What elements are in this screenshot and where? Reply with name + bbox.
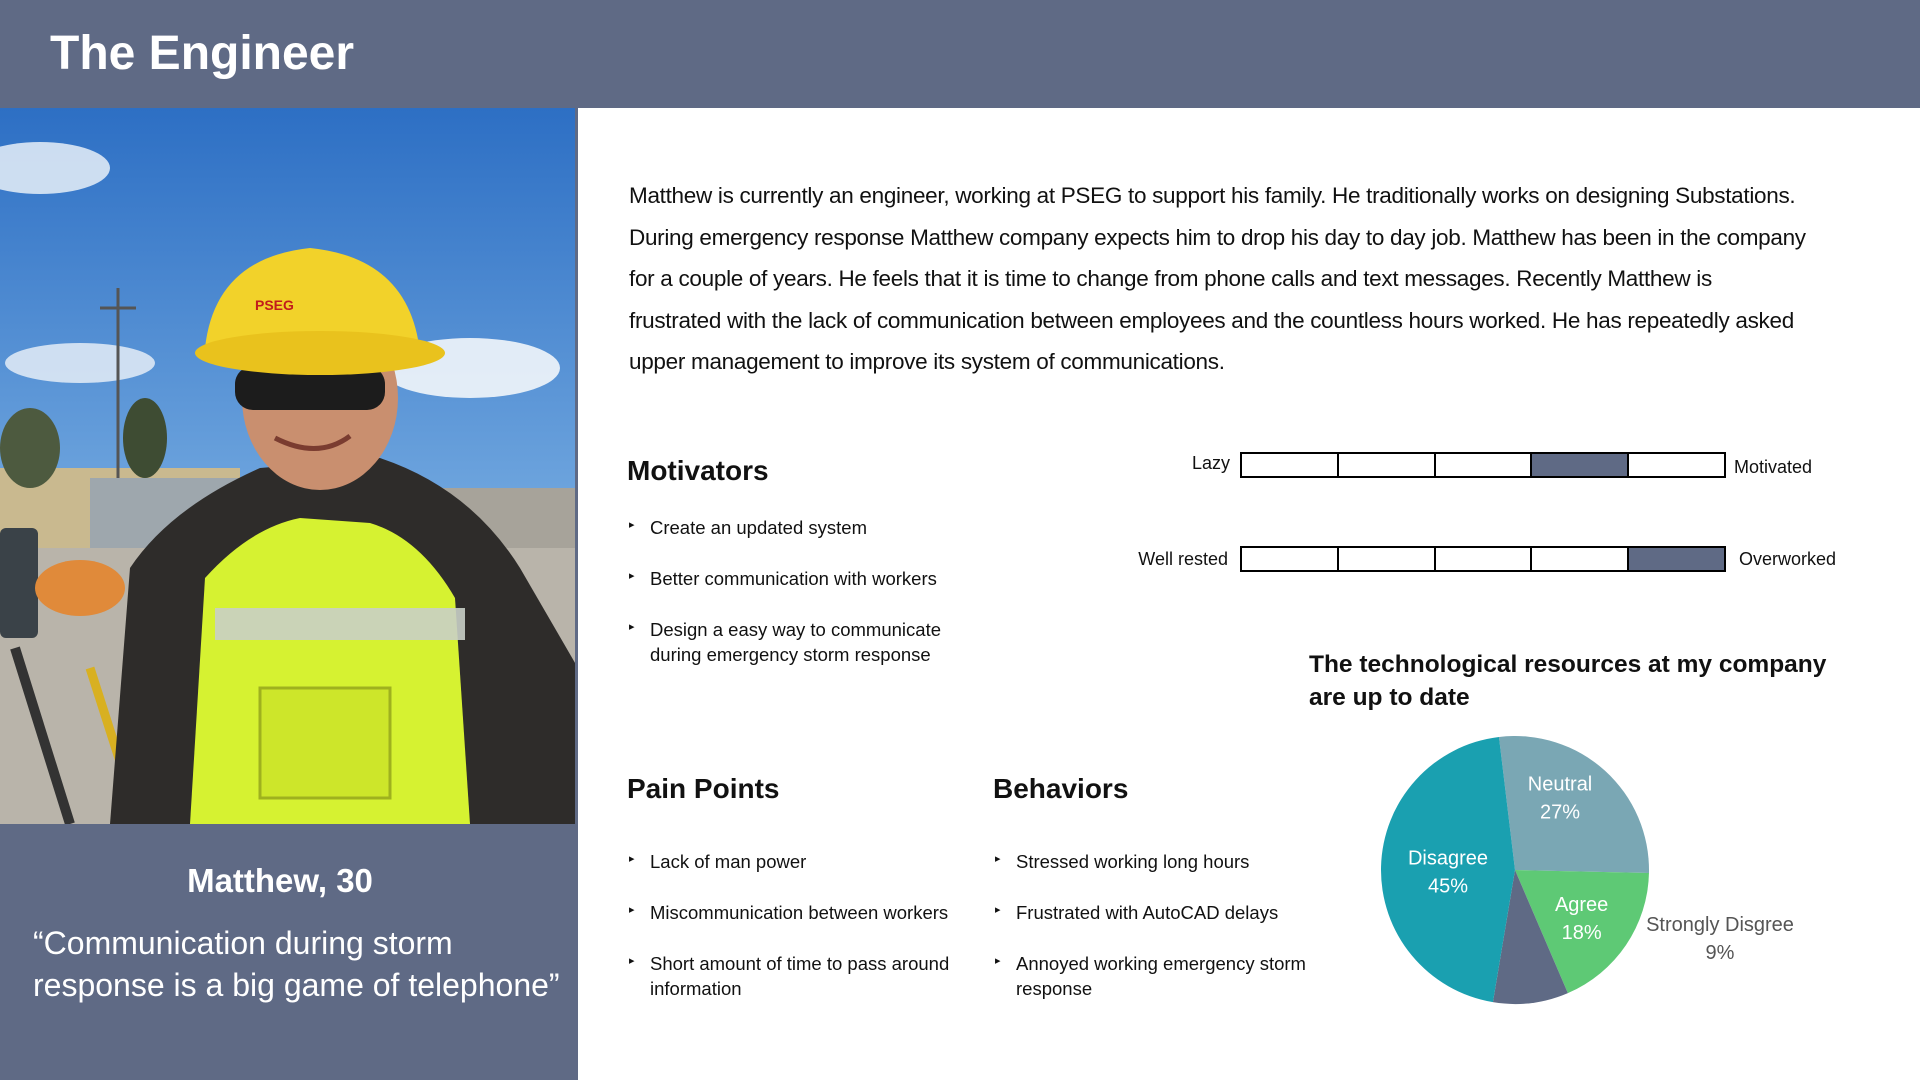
pie-value-label: 18% xyxy=(1561,921,1602,944)
engineer-photo xyxy=(0,108,578,824)
list-item: ▸ Create an updated system xyxy=(629,515,959,540)
scale-right-label: Overworked xyxy=(1739,549,1837,569)
motivators-list xyxy=(629,515,959,693)
list-item: ▸ Miscommunication between workers xyxy=(629,900,969,925)
motivation-scale xyxy=(1240,452,1726,478)
scale-right-label: Motivated xyxy=(1734,457,1813,477)
persona-name: Matthew, 30 xyxy=(187,862,373,899)
persona-quote: “Communication during storm response is a big game of telephone” xyxy=(33,925,560,1003)
pain-points-list xyxy=(629,849,969,1027)
scale-segment xyxy=(1339,548,1436,570)
pie-label: Strongly Disgree xyxy=(1646,914,1794,936)
pie-value-label: 9% xyxy=(1705,942,1735,964)
list-item: ▸ Lack of man power xyxy=(629,849,969,874)
list-item: ▸ Short amount of time to pass around information xyxy=(629,951,969,1001)
behaviors-title: Behaviors xyxy=(993,773,1129,804)
pie-label: Disagree xyxy=(1407,847,1489,870)
pain-points-title: Pain Points xyxy=(627,773,780,804)
list-item: ▸ Frustrated with AutoCAD delays xyxy=(995,900,1325,925)
behaviors-list xyxy=(995,849,1325,1027)
scale-segment xyxy=(1242,454,1339,476)
list-item: ▸ Better communication with workers xyxy=(629,566,959,591)
motivators-title: Motivators xyxy=(627,455,769,486)
scale-segment xyxy=(1242,548,1339,570)
scale-left-label: Well rested xyxy=(1138,549,1228,569)
pie-chart xyxy=(1360,720,1820,1020)
scale-segment xyxy=(1532,548,1629,570)
pie-label: Neutral xyxy=(1527,773,1593,796)
persona-bio: Matthew is currently an engineer, working at PSEG to support his family. He traditionally works on designing Substations. During emergency response Matthew company expects him to drop his day to day job. Matthew has been in the company for a couple of years. He feels that it is time to change from phone calls and text messages. Recently Matthew is frustrated with the lack of communication between employees and the countless hours worked. He has repeatedly asked upper management to improve its system of communications. xyxy=(629,183,1806,374)
list-item: ▸ Stressed working long hours xyxy=(995,849,1325,874)
page-title: The Engineer xyxy=(50,27,355,80)
helmet-logo-text: PSEG xyxy=(255,297,294,313)
pie-value-label: 45% xyxy=(1428,875,1469,898)
scale-segment xyxy=(1532,454,1629,476)
rest-scale xyxy=(1240,546,1726,572)
pie-value-label: 27% xyxy=(1540,801,1581,824)
list-item: ▸ Design a easy way to communicate during emergency storm response xyxy=(629,617,959,667)
scale-left-label: Lazy xyxy=(1191,453,1230,473)
scale-segment xyxy=(1629,548,1724,570)
pie-slice-disagree xyxy=(1381,737,1515,1002)
scale-segment xyxy=(1339,454,1436,476)
scale-segment xyxy=(1436,548,1533,570)
scale-segment xyxy=(1436,454,1533,476)
header-bar xyxy=(0,0,1920,108)
profile-panel xyxy=(0,824,578,1080)
chart-title: The technological resources at my company are up to date xyxy=(1309,651,1827,711)
list-item: ▸ Annoyed working emergency storm response xyxy=(995,951,1325,1001)
scale-segment xyxy=(1629,454,1724,476)
pie-label: Agree xyxy=(1554,893,1609,916)
